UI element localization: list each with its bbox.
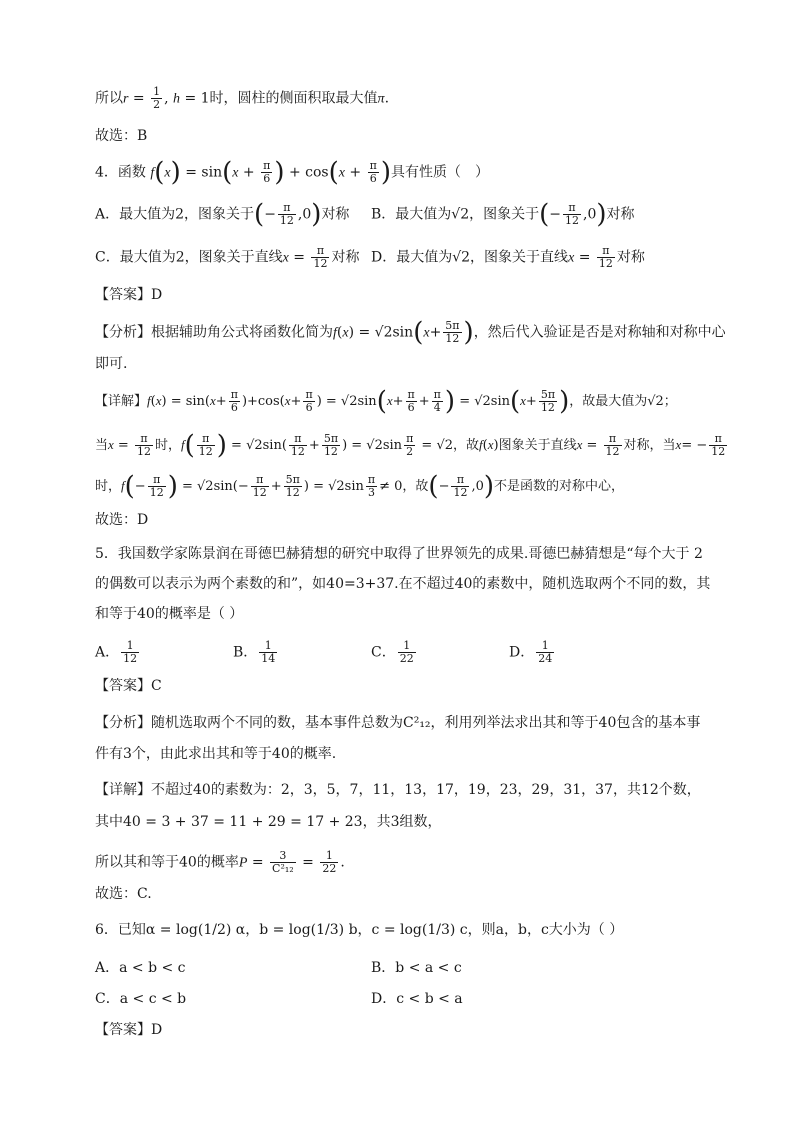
question-5-stem: 和等于40的概率是（ ） [95,606,244,622]
analysis-text: 【分析】根据辅助角公式将函数化简为f(x) = √2sin(x+ $\frac{5\pi}{12}$ )，然后代入验证是否是对称轴和对称中心 [95,317,726,348]
detail-text: 时，f(− $\frac{\pi}{12}$ ) = √2sin(− $\frac{\pi}{12}$ + $\frac{5\pi}{12}$ ) = √2sin $\frac{\pi}{3}$ ≠ 0，故(− $\frac{\pi}{12}$ ,0)不是函数的对称中心， [95,471,625,502]
option-c: C． $\frac{1}{22}$ [371,639,414,665]
analysis-text-cont: 件有3个，由此求出其和等于40的概率. [95,746,337,762]
detail-text: 所以其和等于40的概率P = $\frac{3}{\text{C²₁₂}}$ = $\frac{1}{22}$ . [95,849,345,875]
question-5-stem: 5．我国数学家陈景润在哥德巴赫猜想的研究中取得了世界领先的成果.哥德巴赫猜想是“每个大于 2 [95,546,703,562]
answer-label: 【答案】C [95,678,162,694]
option-a: A．最大值为2，图象关于(− $\frac{\pi}{12}$ ,0)对称 [95,199,350,230]
answer-select: 故选：B [95,128,148,144]
question-4-stem: 4．函数 f(x) = sin(x + $\frac{\pi}{6}$ ) + cos(x + $\frac{\pi}{6}$ )具有性质（ ） [95,157,489,188]
option-a: A． $\frac{1}{12}$ [95,639,138,665]
option-b: B．最大值为√2，图象关于(− $\frac{\pi}{12}$ ,0)对称 [371,199,635,230]
analysis-text-cont: 即可. [95,356,128,372]
answer-select: 故选：D [95,512,149,528]
answer-select: 故选：C. [95,886,152,902]
question-5-stem: 的偶数可以表示为两个素数的和”，如40=3+37.在不超过40的素数中，随机选取两个不同的数，其 [95,576,711,592]
option-a: A．a < b < c [95,960,186,976]
option-d: D．c < b < a [371,991,463,1007]
detail-text: 【详解】不超过40的素数为：2，3，5，7，11，13，17，19，23，29，31，37，共12个数， [95,782,701,798]
option-d: D．最大值为√2，图象关于直线x = $\frac{\pi}{12}$ 对称 [371,244,645,270]
text-line: 所以r = $\frac{1}{2}$ , h = 1时，圆柱的侧面积取最大值π. [95,85,390,111]
option-b: B． $\frac{1}{14}$ [233,639,276,665]
question-6-stem: 6．已知α = log(1/2) α，b = log(1/3) b，c = log(1/3) c，则a，b，c大小为（ ） [95,922,624,938]
detail-text: 【详解】f(x) = sin(x+ $\frac{\pi}{6}$ )+cos(x+ $\frac{\pi}{6}$ ) = √2sin(x+ $\frac{\pi}{6}$ + $\frac{\pi}{4}$ ) = √2sin(x+ $\frac{5\pi}{12}$ )，故最大值为√2； [95,386,677,417]
option-d: D． $\frac{1}{24}$ [509,639,553,665]
answer-label: 【答案】D [95,287,163,303]
analysis-text: 【分析】随机选取两个不同的数，基本事件总数为C²₁₂，利用列举法求出其和等于40包含的基本事 [95,715,701,731]
answer-label: 【答案】D [95,1022,163,1038]
option-c: C．最大值为2，图象关于直线x = $\frac{\pi}{12}$ 对称 [95,244,360,270]
detail-text: 当x = $\frac{\pi}{12}$ 时，f( $\frac{\pi}{12}$ ) = √2sin( $\frac{\pi}{12}$ + $\frac{5\pi}{12}$ ) = √2sin $\frac{\pi}{2}$ = √2，故f(x)图象关于直线x = $\frac{\pi}{12}$ 对称，当x= − $\frac{\pi}{12}$ [95,430,726,461]
option-b: B．b < a < c [371,960,462,976]
detail-text: 其中40 = 3 + 37 = 11 + 29 = 17 + 23，共3组数， [95,814,442,830]
option-c: C．a < c < b [95,991,187,1007]
